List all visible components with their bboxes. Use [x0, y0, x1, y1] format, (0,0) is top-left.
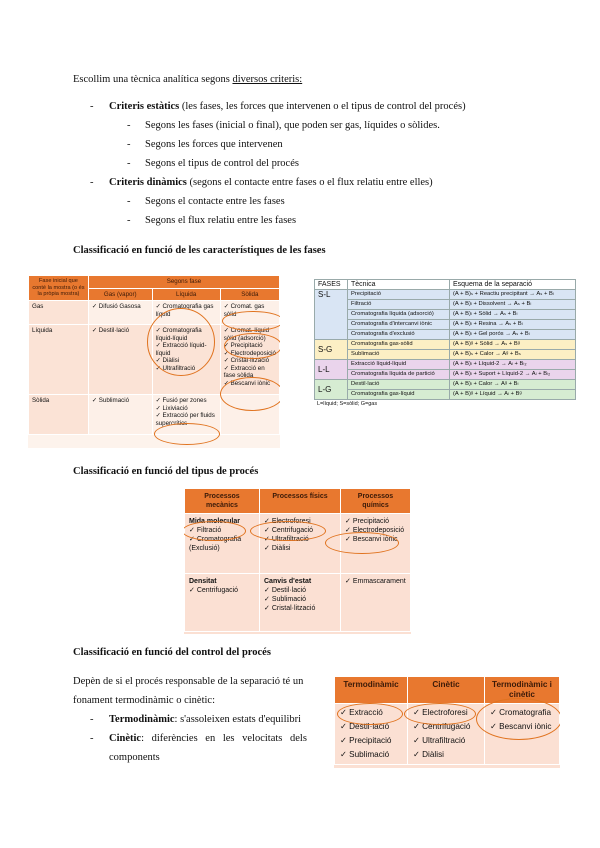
process-header-quimics: Processos químics	[341, 489, 411, 514]
phases-cell: ✓ Lixiviació	[156, 405, 217, 413]
control-header-termo: Termodinàmic	[335, 677, 408, 704]
criterion-1-sub-2: - Segons les forces que intervenen	[127, 139, 283, 150]
criterion-2: - Criteris dinàmics (segons el contacte entre fases o el flux relatiu entre elles)	[90, 177, 433, 188]
esquema-cell: (A + B)ₗ + Suport + Líquid-2 → Aₗ + Bₗ₂	[450, 370, 576, 380]
criterion-2-sub-2: - Segons el flux relatiu entre les fases	[127, 215, 297, 226]
esquema-fase-sl: S-L	[315, 290, 348, 340]
esquema-cell: Precipitació	[348, 290, 450, 300]
esquema-header-tecnica: Tècnica	[348, 280, 450, 290]
control-cell: ✓ Destil·lació	[340, 720, 402, 734]
control-header-ambdos: Termodinàmic i cinètic	[485, 677, 560, 704]
esquema-cell: (A + B)ₗ + Gel porós → Aₛ + Bₗ	[450, 330, 576, 340]
control-line-2: fonament termodinàmic o cinètic:	[73, 695, 215, 706]
control-header-cinetic: Cinètic	[408, 677, 485, 704]
esquema-cell: (A + B)ₗ + Sòlid → Aₛ + Bₗ	[450, 310, 576, 320]
control-paragraph	[73, 675, 323, 770]
phases-cell: ✓ Cromatografia gas líquid	[156, 303, 217, 318]
process-cell: ✓ Centrifugació	[264, 526, 336, 535]
process-cell: ✓ Bescanvi iònic	[345, 535, 406, 544]
phases-col-gas: Gas (vapor)	[88, 288, 152, 301]
process-cell: ✓ Sublimació	[264, 595, 336, 604]
esquema-cell: Sublimació	[348, 350, 450, 360]
heading-phases: Classificació en funció de les característiques de les fases	[73, 245, 326, 256]
highlight-circle	[337, 703, 403, 725]
control-table-image	[334, 676, 560, 768]
phases-cell: ✓ Cristal·lització	[224, 357, 276, 365]
phases-cell: ✓ Destil·lació	[92, 327, 149, 335]
highlight-circle	[147, 308, 215, 376]
heading-control: Classificació en funció del control del procés	[73, 647, 271, 658]
intro-text	[73, 73, 302, 86]
phases-col-liquida: Líquida	[152, 288, 220, 301]
highlight-circle	[224, 333, 280, 359]
highlight-circle	[404, 703, 476, 725]
intro-prefix: Escollim una tècnica analítica segons	[73, 74, 233, 85]
criterion-1-title: Criteris estàtics	[109, 101, 180, 112]
control-cell: ✓ Sublimació	[340, 748, 402, 762]
control-item-termo-desc: : s'assoleixen estats d'equilibri	[174, 714, 302, 725]
process-cell: ✓ Electrodeposició	[345, 526, 406, 535]
process-header-mecanics: Processos mecànics	[185, 489, 260, 514]
phases-cell: ✓ Extracció per fluids supercrítics	[156, 412, 217, 427]
esquema-cell: (A + B)ₗ + Calor → Aᵍ + Bₗ	[450, 380, 576, 390]
criterion-2-title: Criteris dinàmics	[109, 177, 187, 188]
process-header-fisics: Processos físics	[260, 489, 341, 514]
phases-cell: ✓ Sublimació	[92, 397, 149, 405]
esquema-cell: Cromatografia líquida (adsorció)	[348, 310, 450, 320]
phases-cell: ✓ Ultrafiltració	[156, 365, 217, 373]
control-line-1: Depèn de si el procés responsable de la separació té un	[73, 676, 304, 687]
highlight-circle	[476, 698, 560, 740]
phases-col-solida: Sòlida	[220, 288, 279, 301]
highlight-circle	[220, 377, 280, 411]
control-item-cinetic: - Cinètic: diferències en les velocitats dels	[90, 733, 307, 744]
esquema-cell: Extracció líquid-líquid	[348, 360, 450, 370]
control-cell: ✓ Precipitació	[340, 734, 402, 748]
esquema-cell: Cromatografia líquida de partició	[348, 370, 450, 380]
criteria-list	[90, 100, 590, 233]
phases-cell: ✓ Electrodeposició	[224, 350, 276, 358]
control-cell: ✓ Extracció	[340, 706, 402, 720]
esquema-cell: (A + B)ₗ + Dissolvent → Aₛ + Bₗ	[450, 300, 576, 310]
process-label-densitat: Densitat	[189, 578, 217, 585]
process-label-mida: Mida molecular	[189, 518, 240, 525]
phases-cell: ✓ Bescanvi iònic	[224, 380, 276, 388]
criterion-1-desc: (les fases, les forces que intervenen o el tipus de control del procés)	[179, 101, 466, 112]
process-cell: ✓ Diàlisi	[264, 544, 336, 553]
esquema-cell: (A + B)ₛ + Calor → Aᵍ + Bₛ	[450, 350, 576, 360]
esquema-cell: Destil·lació	[348, 380, 450, 390]
criterion-1-sub-3: - Segons el tipus de control del procés	[127, 158, 299, 169]
phases-cell: ✓ Extracció en fase sòlida	[224, 365, 276, 380]
process-cell: ✓ Destil·lació	[264, 586, 336, 595]
esquema-cell: (A + B)ₗ + Resina → Aₛ + Bₗ	[450, 320, 576, 330]
intro-link: diversos criteris:	[232, 74, 303, 85]
control-line-end: components	[109, 752, 160, 763]
control-item-termo: - Termodinàmic: s'assoleixen estats d'equilibri	[90, 714, 302, 725]
control-item-termo-title: Termodinàmic	[109, 714, 175, 725]
esquema-header-esquema: Esquema de la separació	[450, 280, 576, 290]
phases-row-gas-label: Gas	[29, 301, 89, 325]
esquema-cell: (A + B)ᵍ + Líquid → Aₗ + Bᵍ	[450, 390, 576, 400]
phases-cell: ✓ Extracció líquid-líquid	[156, 342, 217, 357]
phases-row-liquida-label: Líquida	[29, 325, 89, 395]
esquema-cell: (A + B)ₛ + Reactiu precipitant → Aₛ + Bₗ	[450, 290, 576, 300]
control-cell: ✓ Bescanvi iònic	[490, 720, 554, 734]
highlight-circle	[154, 423, 220, 445]
esquema-footnote: L=líquid; S=sòlid; G=gas	[317, 401, 378, 407]
process-cell: ✓ Electroforesi	[264, 517, 336, 526]
highlight-circle	[325, 532, 399, 554]
phases-corner: Fase inicial que conté la mostra (o és la pròpia mostra)	[29, 276, 89, 301]
process-cell: ✓ Centrifugació	[189, 586, 255, 595]
process-table-image	[184, 488, 411, 634]
control-cell: ✓ Electroforesi	[413, 706, 479, 720]
control-cell: ✓ Ultrafiltració	[413, 734, 479, 748]
phases-cell: ✓ Precipitació	[224, 342, 276, 350]
process-cell: ✓ Filtració	[189, 526, 255, 535]
esquema-cell: Cromatografia d'intercanvi iònic	[348, 320, 450, 330]
phases-segons: Segons fase	[88, 276, 279, 289]
criterion-2-desc: (segons el contacte entre fases o el flux relatiu entre elles)	[186, 177, 433, 188]
highlight-circle	[184, 521, 246, 541]
control-cell: ✓ Diàlisi	[413, 748, 479, 762]
esquema-header-fases: FASES	[315, 280, 348, 290]
esquema-cell: (A + B)ₗ + Líquid-2 → Aₗ + Bₗ₂	[450, 360, 576, 370]
phases-cell: ✓ Cromatografia líquid-líquid	[156, 327, 217, 342]
phases-cell: ✓ Cromat. gas sòlid	[224, 303, 276, 318]
esquema-table-image	[314, 279, 576, 439]
esquema-fase-lg: L-G	[315, 380, 348, 400]
process-cell: ✓ Ultrafiltració	[264, 535, 336, 544]
process-cell: ✓ Precipitació	[345, 517, 406, 526]
esquema-fase-sg: S-G	[315, 340, 348, 360]
control-cell: ✓ Cromatografia	[490, 706, 554, 720]
control-item-cinetic-desc: : diferències en les velocitats dels	[141, 733, 307, 744]
phases-cell: ✓ Fusió per zones	[156, 397, 217, 405]
control-item-cinetic-title: Cinètic	[109, 733, 142, 744]
phases-table-image	[28, 275, 280, 448]
criterion-1: - Criteris estàtics (les fases, les forces que intervenen o el tipus de control del procés)	[90, 101, 466, 112]
esquema-cell: Cromatografia gas-líquid	[348, 390, 450, 400]
criterion-2-sub-1: - Segons el contacte entre les fases	[127, 196, 285, 207]
heading-process: Classificació en funció del tipus de procés	[73, 466, 259, 477]
phases-cell: ✓ Diàlisi	[156, 357, 217, 365]
process-cell: ✓ Cristal·lització	[264, 604, 336, 613]
control-cell: ✓ Centrifugació	[413, 720, 479, 734]
esquema-cell: Cromatografia d'exclusió	[348, 330, 450, 340]
esquema-cell: (A + B)ᵍ + Sòlid → Aₛ + Bᵍ	[450, 340, 576, 350]
process-label-canvis: Canvis d'estat	[264, 578, 312, 585]
phases-row-solida-label: Sòlida	[29, 395, 89, 435]
process-cell: ✓ Cromatografia (Exclusió)	[189, 535, 255, 553]
process-cell: ✓ Emmascarament	[345, 577, 406, 586]
highlight-circle	[250, 521, 326, 541]
esquema-cell: Filtració	[348, 300, 450, 310]
phases-cell: ✓ Cromat. líquid sòlid (adsorció)	[224, 327, 276, 342]
phases-cell: ✓ Difusió Gasosa	[92, 303, 149, 311]
esquema-cell: Cromatografia gas-sòlid	[348, 340, 450, 350]
criterion-1-sub-1: - Segons les fases (inicial o final), que poden ser gas, líquides o sòlides.	[127, 120, 440, 131]
esquema-fase-ll: L-L	[315, 360, 348, 380]
highlight-circle	[222, 311, 280, 331]
